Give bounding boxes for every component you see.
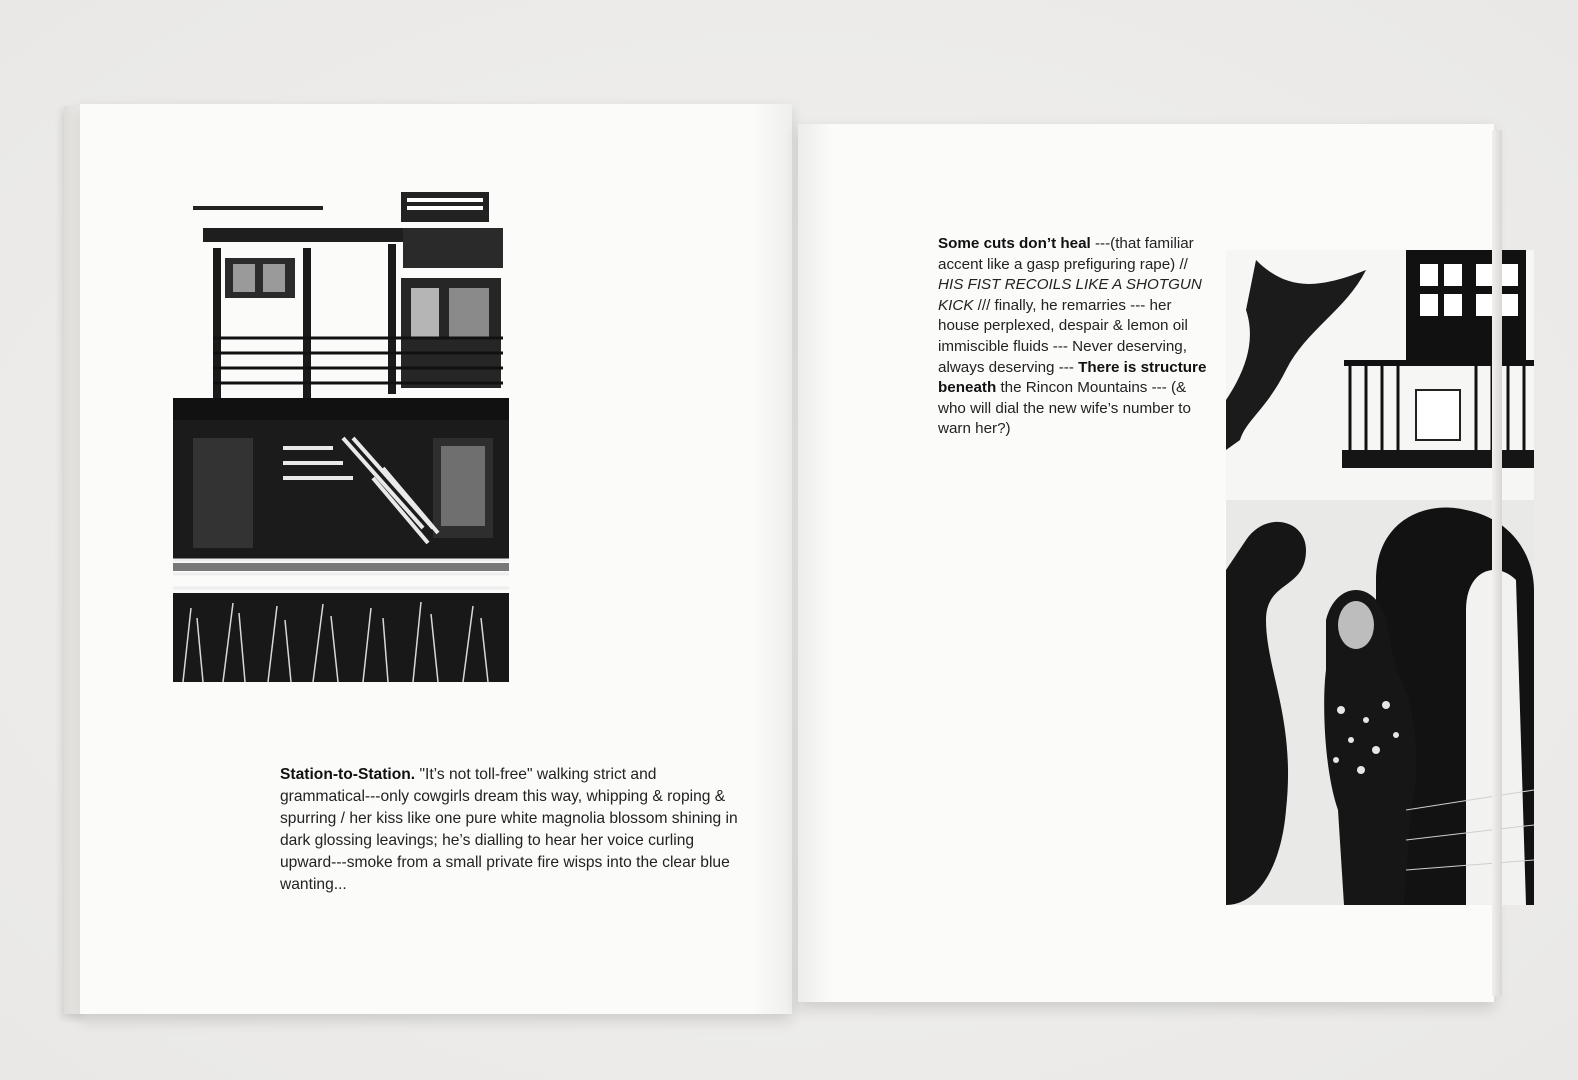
woman-archway-photo (1226, 250, 1534, 905)
poem-title: Station-to-Station. (280, 766, 416, 783)
poem-italic-line: HIS FIST RECOILS LIKE A SHOTGUN KICK (938, 276, 1202, 314)
poem-bold-structure: There is structure beneath (938, 358, 1207, 397)
building-photo (173, 188, 509, 682)
poem-body: "It’s not toll-free" walking strict and grammatical---only cowgirls dream this way, whipping & roping & spurring / her kiss like one pure white magnolia blossom shining in dark glossing leavings; he’s dialling to hear her voice curling upward---smoke from a small private fire wisps into the clear blue wanting... (280, 766, 738, 893)
poem-text-3: the Rincon Mountains --- (& who will dial the new wife’s number to warn her?) (938, 379, 1191, 438)
poem-some-cuts (938, 234, 1208, 440)
right-page (798, 124, 1494, 1002)
poem-station-to-station (280, 764, 740, 896)
poem-text-2: /// finally, he remarries --- her house perplexed, despair & lemon oil immiscible fluids --- Never deserving, always deserving --- (938, 296, 1188, 376)
open-book (64, 100, 1504, 1020)
left-page (80, 104, 792, 1014)
right-page-edge (1492, 130, 1502, 996)
poem-bold-opening: Some cuts don’t heal (938, 235, 1091, 252)
poem-text-1: ---(that familiar accent like a gasp prefiguring rape) // (938, 235, 1194, 273)
